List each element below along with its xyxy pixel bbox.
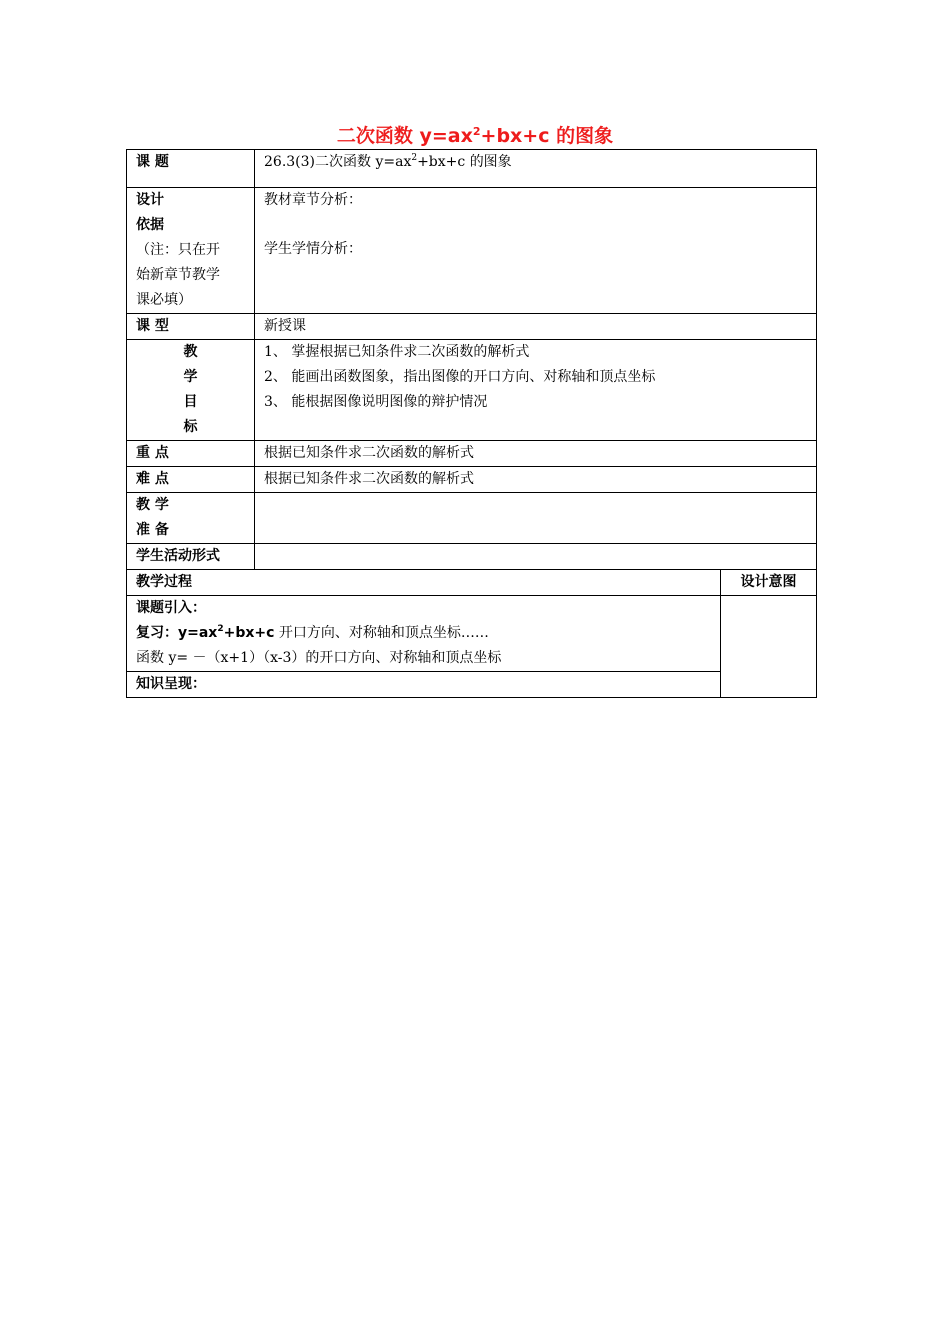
title-prefix: 二次函数 y=ax [336, 125, 473, 147]
student-analysis: 学生学情分析： [264, 241, 362, 257]
design-basis-label: 设计 依据 （注：只在开 始新章节教学 课必填） [127, 188, 255, 314]
design-intent-header: 设计意图 [721, 570, 817, 596]
difficulty-value: 根据已知条件求二次函数的解析式 [255, 467, 817, 493]
row-preparation [127, 493, 817, 544]
list-item: 3、 能根据图像说明图像的辩护情况 [264, 394, 488, 410]
lesson-plan-table [126, 149, 817, 698]
row-intro [127, 596, 817, 672]
topic-value: 26.3(3)二次函数 $y=ax^2+bx+c$ 的图象 [255, 150, 817, 188]
objectives-list [255, 340, 817, 441]
row-topic [127, 150, 817, 188]
topic-label: 课 题 [127, 150, 255, 188]
lesson-type-value: 新授课 [255, 314, 817, 340]
row-knowledge [127, 672, 817, 698]
row-key-point [127, 441, 817, 467]
row-design-basis [127, 188, 817, 314]
textbook-analysis: 教材章节分析： [264, 192, 362, 208]
intro-content [127, 596, 721, 672]
row-objectives [127, 340, 817, 441]
title-superscript: 2 [472, 125, 481, 138]
key-point-value: 根据已知条件求二次函数的解析式 [255, 441, 817, 467]
intro-heading: 课题引入： [136, 600, 206, 616]
review-line: 复习：$y=ax^2+bx+c$ 开口方向、对称轴和顶点坐标…… [136, 624, 489, 641]
process-header: 教学过程 [127, 570, 721, 596]
preparation-value [255, 493, 817, 544]
objectives-label: 教 学 目 标 [127, 340, 255, 441]
row-process-header [127, 570, 817, 596]
list-item: 2、 能画出函数图象，指出图像的开口方向、对称轴和顶点坐标 [264, 369, 656, 385]
lesson-type-label: 课 型 [127, 314, 255, 340]
row-lesson-type [127, 314, 817, 340]
preparation-label: 教 学 准 备 [127, 493, 255, 544]
row-difficulty [127, 467, 817, 493]
design-intent-cell [721, 596, 817, 698]
title-suffix: +bx+c 的图象 [480, 125, 614, 147]
design-basis-content [255, 188, 817, 314]
page-title [0, 124, 950, 148]
key-point-label: 重 点 [127, 441, 255, 467]
difficulty-label: 难 点 [127, 467, 255, 493]
activity-label: 学生活动形式 [127, 544, 255, 570]
function-line: 函数 y= －（x+1）（x-3）的开口方向、对称轴和顶点坐标 [136, 650, 502, 666]
row-student-activity [127, 544, 817, 570]
list-item: 1、 掌握根据已知条件求二次函数的解析式 [264, 344, 530, 360]
activity-value [255, 544, 817, 570]
knowledge-label: 知识呈现： [127, 672, 721, 698]
